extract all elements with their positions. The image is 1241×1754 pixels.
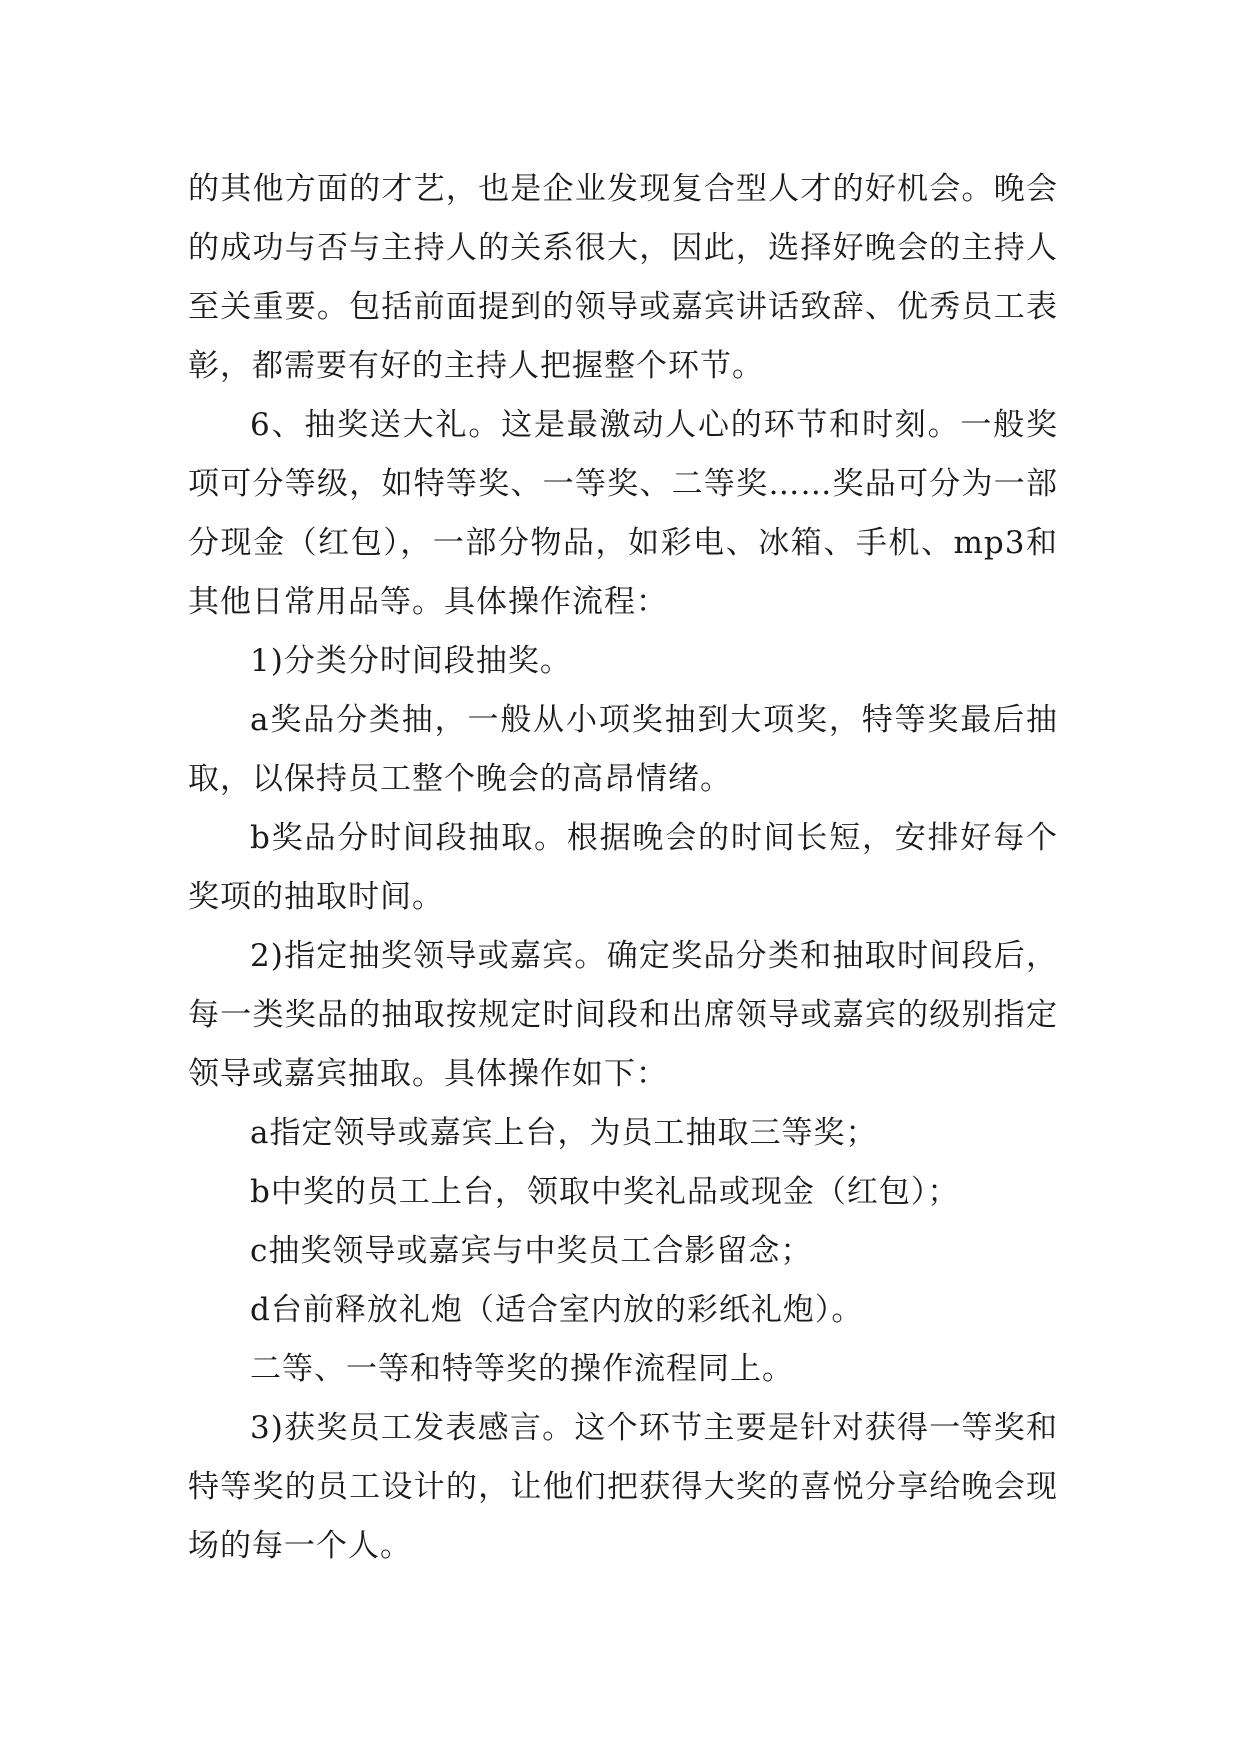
paragraph-step-2c: c抽奖领导或嘉宾与中奖员工合影留念； — [250, 1233, 813, 1269]
paragraph-step-2d: d台前释放礼炮（适合室内放的彩纸礼炮）。 — [250, 1292, 864, 1328]
paragraph-host-importance: 的其他方面的才艺，也是企业发现复合型人才的好机会。晚会的成功与否与主持人的关系很大，因此，选择好晚会的主持人至关重要。包括前面提到的领导或嘉宾讲话致辞、优秀员工表彰，都需要有好的主持人把握整个环节。 — [188, 171, 1058, 384]
paragraph-step-1: 1)分类分时间段抽奖。 — [250, 643, 572, 679]
paragraph-lottery-intro: 6、抽奖送大礼。这是最激动人心的环节和时刻。一般奖项可分等级，如特等奖、一等奖、二等奖……奖品可分为一部分现金（红包），一部分物品，如彩电、冰箱、手机、mp3和其他日常用品等。具体操作流程： — [188, 407, 1058, 620]
paragraph-step-2a: a指定领导或嘉宾上台，为员工抽取三等奖； — [250, 1115, 878, 1151]
paragraph-step-1b: b奖品分时间段抽取。根据晚会的时间长短，安排好每个奖项的抽取时间。 — [188, 820, 1058, 915]
paragraph-step-2: 2)指定抽奖领导或嘉宾。确定奖品分类和抽取时间段后，每一类奖品的抽取按规定时间段和出席领导或嘉宾的级别指定领导或嘉宾抽取。具体操作如下： — [188, 938, 1058, 1092]
paragraph-step-2-note: 二等、一等和特等奖的操作流程同上。 — [250, 1351, 794, 1387]
paragraph-step-2b: b中奖的员工上台，领取中奖礼品或现金（红包）； — [250, 1174, 960, 1210]
document-body — [188, 160, 1058, 1576]
paragraph-step-3: 3)获奖员工发表感言。这个环节主要是针对获得一等奖和特等奖的员工设计的，让他们把获得大奖的喜悦分享给晚会现场的每一个人。 — [188, 1410, 1058, 1564]
paragraph-step-1a: a奖品分类抽，一般从小项奖抽到大项奖，特等奖最后抽取，以保持员工整个晚会的高昂情绪。 — [188, 702, 1058, 797]
